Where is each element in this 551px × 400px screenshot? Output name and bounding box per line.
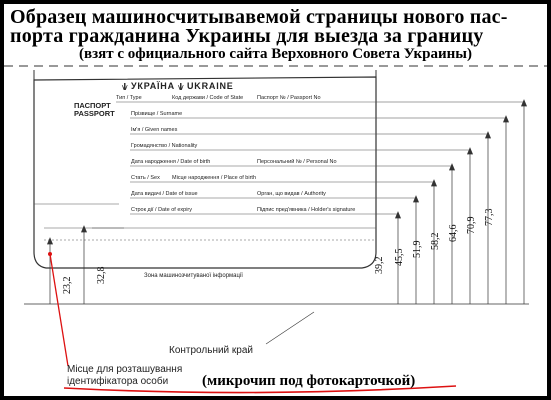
trident-icon (122, 83, 128, 90)
title-source-note: (взят с официального сайта Верховного Совета Украины) (79, 46, 472, 62)
field-type-label: Тип / Type (116, 95, 142, 101)
field-surname-label: Прізвище / Surname (131, 111, 183, 117)
chip-location-caption-line1: Місце для розташування (67, 364, 183, 375)
mrz-zone-label: Зона машинозчитуваної інформації (144, 273, 243, 279)
diagram-frame (4, 4, 547, 396)
dimension-label: 58,2 (430, 232, 441, 250)
dimension-label: 64,6 (448, 224, 459, 242)
passport-country-ukr: УКРАЇНА (131, 81, 175, 91)
dimension-label: 39,2 (374, 256, 385, 274)
field-issue-label: Дата видачі / Date of issue (131, 191, 198, 197)
diagram-drawing (4, 4, 547, 396)
dimension-label: 32,8 (96, 266, 107, 284)
field-given-names-label: Ім'я / Given names (131, 127, 178, 133)
dimension-arrows (48, 100, 527, 304)
field-passport-no-label: Паспорт № / Passport No (257, 95, 321, 101)
microchip-note: (микрочип под фотокарточкой) (202, 373, 416, 389)
field-lines (44, 102, 376, 240)
field-expiry-label: Строк дії / Date of expiry (131, 207, 193, 213)
dimension-label: 77,3 (484, 208, 495, 226)
dimension-label: 23,2 (62, 276, 73, 294)
trident-icon-2 (178, 83, 184, 90)
dimension-label: 70,9 (466, 216, 477, 234)
field-pob-label: Місце народження / Place of birth (172, 175, 257, 181)
field-code-label: Код держави / Code of State (172, 95, 244, 101)
chip-location-pointer (50, 254, 68, 366)
field-signature-label: Підпис пред'явника / Holder's signature (257, 207, 356, 213)
dimension-label: 51,9 (412, 240, 423, 258)
passport-country-eng: UKRAINE (187, 81, 234, 91)
passport-word-ukr: ПАСПОРТ (74, 101, 111, 110)
passport-word-eng: PASSPORT (74, 109, 115, 118)
title-line-1: Образец машиносчитывавемой страницы нового пас- (10, 6, 508, 28)
field-authority-label: Орган, що видав / Authority (257, 191, 326, 197)
control-edge-leader (266, 312, 314, 344)
field-sex-label: Стать / Sex (131, 175, 160, 181)
field-nationality-label: Громадянство / Nationality (131, 143, 198, 149)
title-line-2: порта гражданина Украины для выезда за границу (10, 25, 484, 47)
chip-location-caption-line2: ідентифікатора особи (67, 376, 169, 387)
dimension-label: 45,5 (394, 248, 405, 266)
field-personal-no-label: Персональний № / Personal No (257, 159, 337, 165)
field-dob-label: Дата народження / Date of birth (131, 159, 211, 165)
control-edge-caption: Контрольний край (169, 345, 253, 356)
